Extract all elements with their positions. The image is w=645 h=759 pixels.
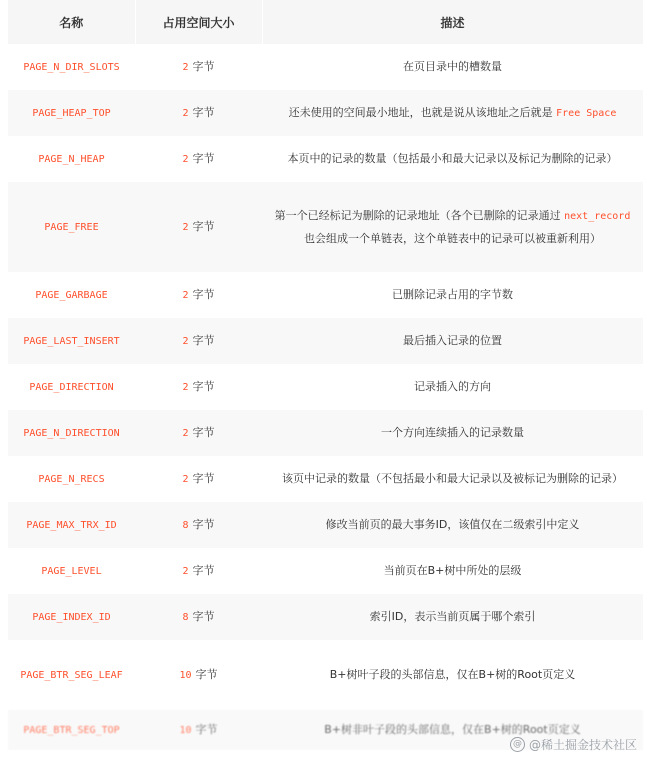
column-header-size: 占用空间大小 bbox=[135, 0, 262, 44]
field-name: PAGE_HEAP_TOP bbox=[8, 90, 135, 136]
table-row bbox=[8, 410, 643, 456]
table-row bbox=[8, 640, 643, 710]
field-description: 已删除记录占用的字节数 bbox=[262, 272, 643, 318]
field-description: 记录插入的方向 bbox=[262, 364, 643, 410]
field-description: 还未使用的空间最小地址，也就是说从该地址之后就是 Free Space bbox=[262, 90, 643, 136]
field-size: 10 字节 bbox=[135, 710, 262, 750]
field-description: 在页目录中的槽数量 bbox=[262, 44, 643, 90]
field-name: PAGE_LEVEL bbox=[8, 548, 135, 594]
table-row bbox=[8, 456, 643, 502]
table-row bbox=[8, 44, 643, 90]
field-name: PAGE_N_RECS bbox=[8, 456, 135, 502]
table-row bbox=[8, 594, 643, 640]
field-name: PAGE_MAX_TRX_ID bbox=[8, 502, 135, 548]
field-size: 2 字节 bbox=[135, 456, 262, 502]
field-description: B+树非叶子段的头部信息，仅在B+树的Root页定义 bbox=[262, 710, 643, 750]
field-name: PAGE_INDEX_ID bbox=[8, 594, 135, 640]
watermark bbox=[510, 736, 637, 753]
column-header-description: 描述 bbox=[262, 0, 643, 44]
field-size: 10 字节 bbox=[135, 640, 262, 710]
table-header-row bbox=[8, 0, 643, 44]
field-size: 2 字节 bbox=[135, 90, 262, 136]
field-description: 最后插入记录的位置 bbox=[262, 318, 643, 364]
field-name: PAGE_N_HEAP bbox=[8, 136, 135, 182]
field-name: PAGE_N_DIRECTION bbox=[8, 410, 135, 456]
field-size: 2 字节 bbox=[135, 136, 262, 182]
table-row bbox=[8, 272, 643, 318]
field-description: 第一个已经标记为删除的记录地址（各个已删除的记录通过 next_record 也会组成一个单链表，这个单链表中的记录可以被重新利用） bbox=[262, 182, 643, 272]
field-description: 修改当前页的最大事务ID，该值仅在二级索引中定义 bbox=[262, 502, 643, 548]
field-name: PAGE_DIRECTION bbox=[8, 364, 135, 410]
page-header-table bbox=[8, 0, 643, 750]
field-description: 索引ID，表示当前页属于哪个索引 bbox=[262, 594, 643, 640]
field-name: PAGE_BTR_SEG_TOP bbox=[8, 710, 135, 750]
field-size: 2 字节 bbox=[135, 272, 262, 318]
page-header-fields-table bbox=[8, 0, 644, 750]
table-row bbox=[8, 136, 643, 182]
inline-code: Free Space bbox=[556, 107, 617, 119]
inline-code: next_record bbox=[564, 210, 631, 222]
table-row bbox=[8, 548, 643, 594]
field-description: B+树叶子段的头部信息，仅在B+树的Root页定义 bbox=[262, 640, 643, 710]
field-size: 2 字节 bbox=[135, 548, 262, 594]
field-description: 一个方向连续插入的记录数量 bbox=[262, 410, 643, 456]
field-description: 该页中记录的数量（不包括最小和最大记录以及被标记为删除的记录） bbox=[262, 456, 643, 502]
table-row bbox=[8, 364, 643, 410]
field-name: PAGE_GARBAGE bbox=[8, 272, 135, 318]
watermark-text: @稀土掘金技术社区 bbox=[528, 738, 637, 752]
table-row bbox=[8, 182, 643, 272]
field-name: PAGE_FREE bbox=[8, 182, 135, 272]
field-name: PAGE_N_DIR_SLOTS bbox=[8, 44, 135, 90]
at-sign-icon: @ bbox=[510, 737, 525, 752]
field-name: PAGE_LAST_INSERT bbox=[8, 318, 135, 364]
table-row bbox=[8, 502, 643, 548]
field-size: 8 字节 bbox=[135, 502, 262, 548]
field-name: PAGE_BTR_SEG_LEAF bbox=[8, 640, 135, 710]
field-description: 本页中的记录的数量（包括最小和最大记录以及标记为删除的记录） bbox=[262, 136, 643, 182]
field-size: 2 字节 bbox=[135, 318, 262, 364]
field-size: 8 字节 bbox=[135, 594, 262, 640]
field-size: 2 字节 bbox=[135, 410, 262, 456]
field-size: 2 字节 bbox=[135, 44, 262, 90]
table-row bbox=[8, 318, 643, 364]
column-header-name: 名称 bbox=[8, 0, 135, 44]
table-row bbox=[8, 90, 643, 136]
field-size: 2 字节 bbox=[135, 364, 262, 410]
field-description: 当前页在B+树中所处的层级 bbox=[262, 548, 643, 594]
field-size: 2 字节 bbox=[135, 182, 262, 272]
